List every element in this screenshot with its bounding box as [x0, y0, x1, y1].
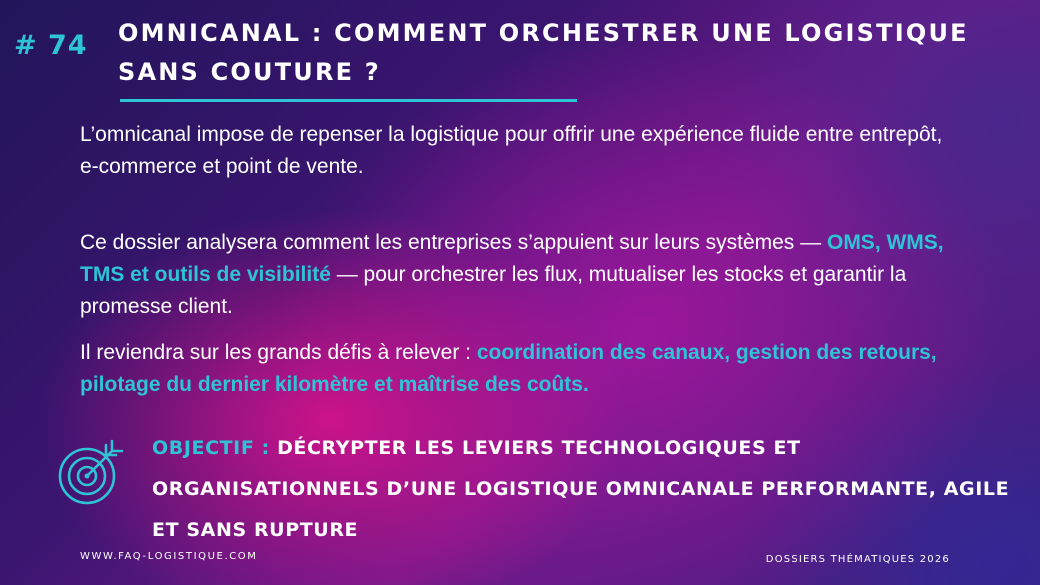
footer-website: WWW.FAQ-LOGISTIQUE.COM [80, 551, 258, 562]
page-title: OMNICANAL : COMMENT ORCHESTRER UNE LOGISTIQUE SANS COUTURE ? [118, 19, 969, 86]
issue-number: # 74 [14, 30, 88, 61]
systems-paragraph [80, 227, 960, 323]
objective-text: DÉCRYPTER LES LEVIERS TECHNOLOGIQUES ET ORGANISATIONNELS D’UNE LOGISTIQUE OMNICANALE PERFORMANTE, AGILE ET SANS RUPTURE [152, 437, 1010, 541]
systems-text-before: Ce dossier analysera comment les entreprises s’appuient sur leurs systèmes — [80, 231, 827, 254]
challenges-highlight: coordination des canaux, gestion des retours, pilotage du dernier kilomètre et maîtrise des coûts. [80, 341, 937, 396]
footer-series: DOSSIERS THÉMATIQUES 2026 [765, 554, 950, 565]
objective-label: OBJECTIF : [152, 437, 278, 459]
challenges-text-before: Il reviendra sur les grands défis à relever : [80, 341, 477, 364]
challenges-paragraph [80, 337, 960, 401]
systems-text-after: — pour orchestrer les flux, mutualiser les stocks et garantir la promesse client. [80, 263, 907, 318]
intro-paragraph: L’omnicanal impose de repenser la logistique pour offrir une expérience fluide entre entrepôt, e-commerce et point de vente. [80, 123, 943, 178]
objective-statement [152, 428, 1012, 551]
systems-highlight: OMS, WMS, TMS et outils de visibilité [80, 231, 944, 286]
target-icon [57, 438, 125, 506]
title-underline [120, 99, 577, 102]
